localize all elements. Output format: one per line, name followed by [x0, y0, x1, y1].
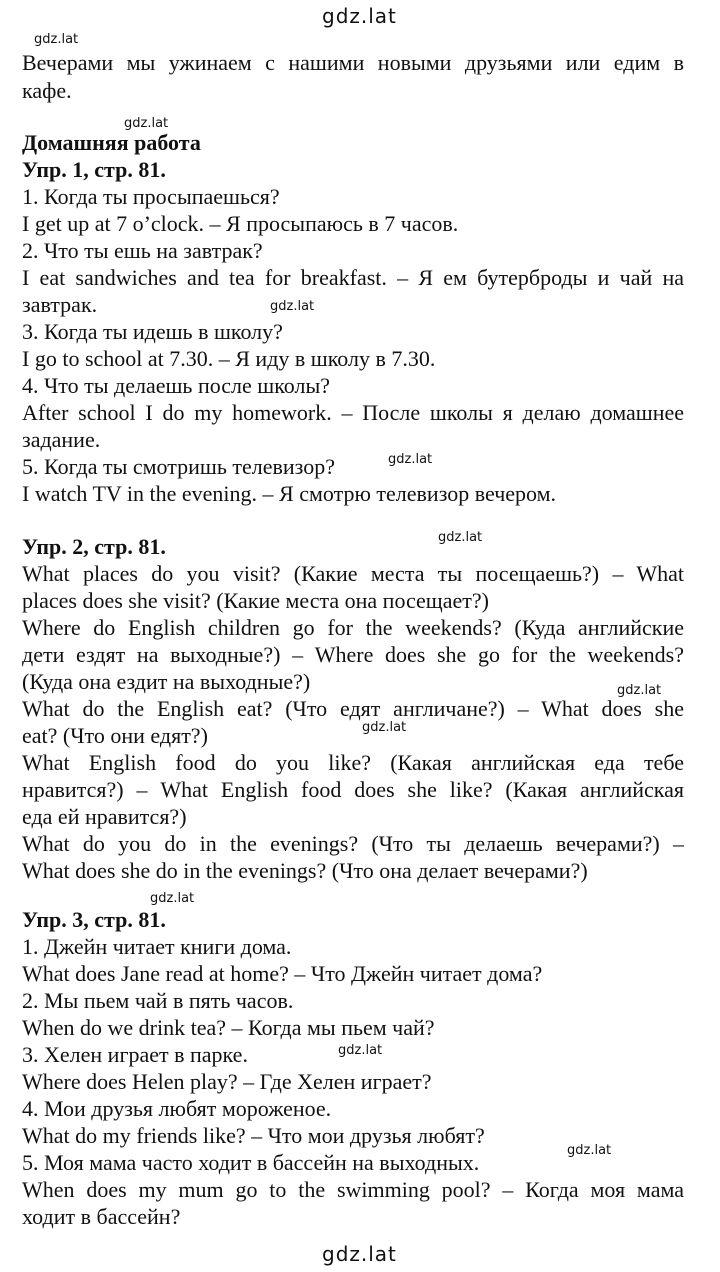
- watermark-bottom: gdz.lat: [322, 1242, 397, 1266]
- document-page: [22, 0, 688, 1272]
- ex2-line: What do the English eat? (Что едят англичане?) – What does she: [22, 696, 684, 721]
- ex2-line: дети ездят на выходные?) – Where does she go for the weekends?: [22, 642, 684, 667]
- ex3-line: Where does Helen play? – Где Хелен играет?: [22, 1069, 432, 1094]
- ex1-line: 2. Что ты ешь на завтрак?: [22, 238, 263, 263]
- ex1-line: I go to school at 7.30. – Я иду в школу в 7.30.: [22, 346, 436, 371]
- ex2-line: What English food do you like? (Какая английская еда тебе: [22, 750, 684, 775]
- watermark-top: gdz.lat: [322, 4, 397, 28]
- ex3-line: 3. Хелен играет в парке.: [22, 1042, 248, 1067]
- ex2-line: What places do you visit? (Какие места ты посещаешь?) – What: [22, 561, 684, 586]
- ex2-heading: Упр. 2, стр. 81.: [22, 534, 166, 559]
- ex2-line: places does she visit? (Какие места она посещает?): [22, 588, 489, 613]
- ex1-line: After school I do my homework. – После школы я делаю домашнее: [22, 400, 684, 425]
- ex2-line: eat? (Что они едят?): [22, 723, 208, 748]
- ex3-heading: Упр. 3, стр. 81.: [22, 907, 166, 932]
- ex1-line: 5. Когда ты смотришь телевизор?: [22, 454, 335, 479]
- ex3-line: 1. Джейн читает книги дома.: [22, 934, 292, 959]
- watermark: gdz.lat: [34, 32, 79, 47]
- ex3-line: When does my mum go to the swimming pool? – Когда моя мама: [22, 1177, 684, 1202]
- ex2-line: What do you do in the evenings? (Что ты делаешь вечерами?) –: [22, 831, 684, 856]
- watermark: gdz.lat: [270, 299, 315, 314]
- ex2-line: Where do English children go for the weekends? (Куда английские: [22, 615, 684, 640]
- ex3-line: 4. Мои друзья любят мороженое.: [22, 1096, 332, 1121]
- ex1-line: задание.: [22, 427, 101, 452]
- ex2-line: What does she do in the evenings? (Что она делает вечерами?): [22, 858, 588, 883]
- watermark: gdz.lat: [338, 1043, 383, 1058]
- ex1-heading: Упр. 1, стр. 81.: [22, 157, 166, 182]
- ex2-line: нравится?) – What English food does she like? (Какая английская: [22, 777, 684, 802]
- watermark: gdz.lat: [438, 530, 483, 545]
- ex3-line: What do my friends like? – Что мои друзья любят?: [22, 1123, 485, 1148]
- ex1-line: I eat sandwiches and tea for breakfast. – Я ем бутерброды и чай на: [22, 265, 684, 290]
- ex3-line: What does Jane read at home? – Что Джейн читает дома?: [22, 961, 543, 986]
- ex3-line: When do we drink tea? – Когда мы пьем чай?: [22, 1015, 435, 1040]
- watermark: gdz.lat: [124, 116, 169, 131]
- ex1-line: 1. Когда ты просыпаешься?: [22, 184, 280, 209]
- watermark: gdz.lat: [362, 720, 407, 735]
- intro-line-2: кафе.: [22, 78, 72, 103]
- watermark: gdz.lat: [388, 452, 433, 467]
- ex3-line: 2. Мы пьем чай в пять часов.: [22, 988, 294, 1013]
- ex3-line: ходит в бассейн?: [22, 1204, 181, 1229]
- ex1-line: I watch TV in the evening. – Я смотрю телевизор вечером.: [22, 481, 557, 506]
- ex1-line: I get up at 7 o’clock. – Я просыпаюсь в 7 часов.: [22, 211, 459, 236]
- watermark: gdz.lat: [617, 683, 662, 698]
- homework-heading: Домашняя работа: [22, 130, 201, 155]
- ex1-line: 3. Когда ты идешь в школу?: [22, 319, 283, 344]
- watermark: gdz.lat: [567, 1143, 612, 1158]
- ex1-line: 4. Что ты делаешь после школы?: [22, 373, 331, 398]
- watermark: gdz.lat: [150, 891, 195, 906]
- intro-line-1: Вечерами мы ужинаем с нашими новыми друзьями или едим в: [22, 50, 684, 75]
- ex2-line: (Куда она ездит на выходные?): [22, 669, 311, 694]
- ex1-line: завтрак.: [22, 292, 98, 317]
- ex3-line: 5. Моя мама часто ходит в бассейн на выходных.: [22, 1150, 480, 1175]
- ex2-line: еда ей нравится?): [22, 804, 187, 829]
